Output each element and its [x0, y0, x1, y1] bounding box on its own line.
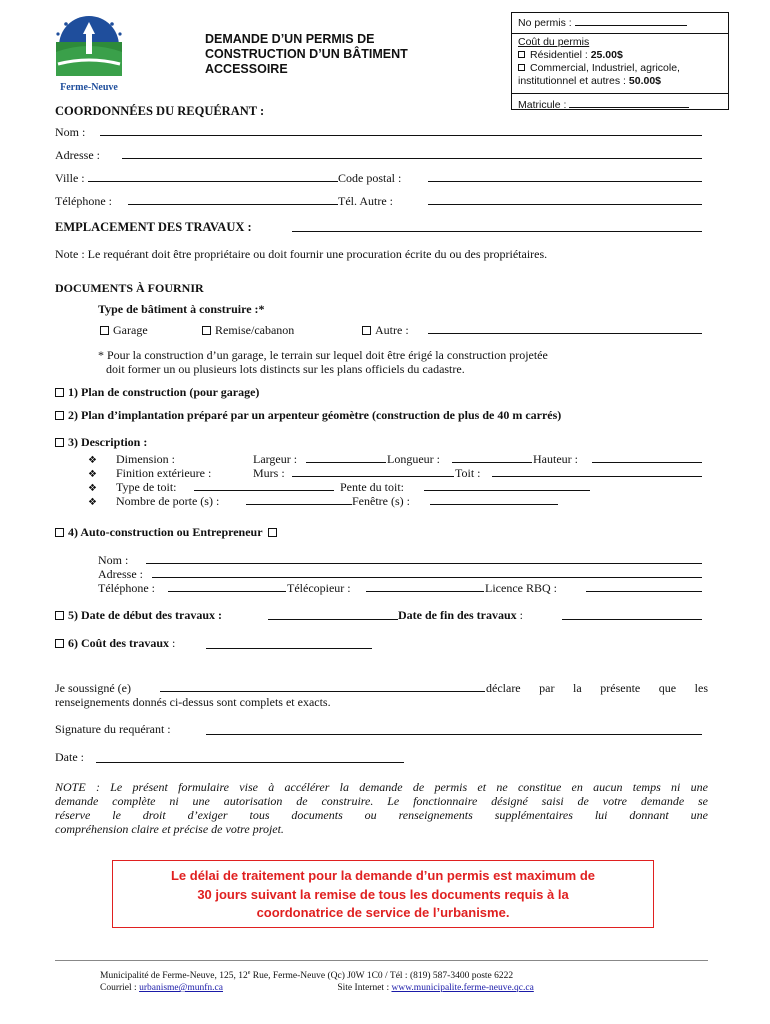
autre-checkbox[interactable] — [362, 326, 371, 335]
footnote-line-2: doit former un ou plusieurs lots distincts sur les plans officiels du cadastre. — [106, 362, 465, 376]
entrepreneur-adresse-label: Adresse : — [98, 567, 143, 581]
hauteur-label: Hauteur : — [533, 452, 578, 466]
site-link[interactable]: www.municipalite.ferme-neuve.qc.ca — [391, 983, 534, 994]
remise-option[interactable] — [202, 323, 294, 338]
residentiel-checkbox[interactable] — [518, 51, 525, 58]
garage-label: Garage — [113, 323, 148, 337]
type-toit-label: Type de toit: — [116, 480, 177, 494]
matricule-field[interactable] — [569, 98, 689, 108]
item-2-checkbox[interactable] — [55, 411, 64, 420]
date-label: Date : — [55, 750, 84, 764]
item-5-label: 5) Date de début des travaux : — [68, 608, 222, 622]
tel-autre-field[interactable] — [428, 204, 702, 205]
courriel-link[interactable]: urbanisme@munfn.ca — [139, 983, 223, 994]
item-4-label: 4) Auto-construction ou Entrepreneur — [68, 525, 263, 539]
longueur-label: Longueur : — [387, 452, 440, 466]
garage-option[interactable] — [100, 323, 148, 338]
murs-label: Murs : — [253, 466, 285, 480]
cout-permis-title: Coût du permis — [518, 36, 590, 48]
item-4-checkbox[interactable] — [55, 528, 64, 537]
processing-delay-notice — [112, 860, 654, 928]
telephone-label: Téléphone : — [55, 194, 112, 208]
footer-address — [100, 967, 700, 982]
footer-address-sup: e — [247, 970, 251, 976]
licence-label: Licence RBQ : — [485, 581, 557, 595]
no-permis-field[interactable] — [575, 16, 687, 26]
date-fin-label: Date de fin des travaux — [398, 608, 517, 622]
item-1-label: 1) Plan de construction (pour garage) — [68, 385, 260, 399]
licence-field[interactable] — [586, 591, 702, 592]
documents-heading: DOCUMENTS À FOURNIR — [55, 281, 204, 295]
item-1[interactable] — [55, 385, 259, 400]
ville-label: Ville : — [55, 171, 85, 185]
garage-checkbox[interactable] — [100, 326, 109, 335]
autre-label: Autre : — [375, 323, 409, 337]
nombre-porte-label: Nombre de porte (s) : — [116, 494, 220, 508]
soussigne-name-field[interactable] — [160, 691, 485, 692]
entrepreneur-adresse-field[interactable] — [152, 577, 702, 578]
item-5[interactable] — [55, 608, 222, 623]
declaration-line-2: renseignements donnés ci-dessus sont complets et exacts. — [55, 695, 331, 709]
title-line-2: CONSTRUCTION D’UN BÂTIMENT — [205, 47, 408, 61]
item-3-checkbox[interactable] — [55, 438, 64, 447]
item-3[interactable] — [55, 435, 147, 450]
type-batiment-heading: Type de bâtiment à construire :* — [98, 302, 265, 316]
logo-name: Ferme-Neuve — [60, 82, 118, 93]
garage-footnote — [98, 348, 548, 376]
note-line-4: compréhension claire et précise de votre projet. — [55, 822, 284, 836]
bullet-diamond-icon: ❖ — [88, 497, 97, 508]
item-4[interactable] — [55, 525, 281, 540]
item-2-label: 2) Plan d’implantation préparé par un arpenteur géomètre (construction de plus de 40 m carrés) — [68, 408, 562, 422]
courriel-label: Courriel : — [100, 983, 140, 994]
date-field[interactable] — [96, 762, 404, 763]
declare-text: déclare par la présente que les — [486, 681, 708, 695]
no-permis-label: No permis : — [518, 17, 572, 29]
commercial-checkbox[interactable] — [518, 64, 525, 71]
residentiel-price: 25.00$ — [590, 49, 623, 61]
finition-label: Finition extérieure : — [116, 466, 212, 480]
desc-dimension-row — [88, 452, 175, 467]
remise-checkbox[interactable] — [202, 326, 211, 335]
adresse-label: Adresse : — [55, 148, 100, 162]
telephone-field[interactable] — [128, 204, 338, 205]
toit-label: Toit : — [455, 466, 481, 480]
bullet-diamond-icon: ❖ — [88, 469, 97, 480]
date-fin-colon: : — [516, 608, 524, 622]
telecopieur-field[interactable] — [366, 591, 484, 592]
matricule-label: Matricule : — [518, 99, 567, 111]
signature-label: Signature du requérant : — [55, 722, 171, 736]
title-line-3: ACCESSOIRE — [205, 62, 288, 76]
item-2[interactable] — [55, 408, 561, 423]
notice-line-2: 30 jours suivant la remise de tous les documents requis à la — [197, 886, 569, 902]
date-fin-field[interactable] — [562, 619, 702, 620]
footer-address-a: Municipalité de Ferme-Neuve, 125, 12 — [100, 971, 248, 982]
type-toit-field[interactable] — [194, 490, 334, 491]
item-6[interactable] — [55, 636, 175, 651]
code-postal-label: Code postal : — [338, 171, 402, 185]
toit-field[interactable] — [492, 476, 702, 477]
code-postal-field[interactable] — [428, 181, 702, 182]
item-3-label: 3) Description : — [68, 435, 148, 449]
item-6-checkbox[interactable] — [55, 639, 64, 648]
murs-field[interactable] — [292, 476, 454, 477]
date-debut-field[interactable] — [268, 619, 398, 620]
telecopieur-label: Télécopieur : — [287, 581, 351, 595]
coordonnees-heading: COORDONNÉES DU REQUÉRANT : — [55, 104, 265, 118]
logo-emblem-icon — [48, 12, 130, 78]
bullet-diamond-icon: ❖ — [88, 455, 97, 466]
page-title — [205, 32, 408, 77]
bullet-diamond-icon: ❖ — [88, 483, 97, 494]
largeur-label: Largeur : — [253, 452, 298, 466]
emplacement-note: Note : Le requérant doit être propriétaire ou doit fournir une procuration écrite du ou des propriétaires. — [55, 247, 548, 261]
commercial-label-2: institutionnel et autres : — [518, 75, 629, 87]
item-1-checkbox[interactable] — [55, 388, 64, 397]
note-line-2: demande complète ni une autorisation de construire. Le fonctionnaire désigné saisi de votre demande se — [55, 794, 708, 808]
emplacement-field[interactable] — [292, 231, 702, 232]
footer — [100, 967, 700, 994]
entrepreneur-checkbox[interactable] — [268, 528, 277, 537]
municipality-logo — [48, 12, 130, 92]
note-line-3: réserve le droit d’exiger tous documents ou renseignements supplémentaires lui donnant une — [55, 808, 708, 822]
nom-label: Nom : — [55, 125, 86, 139]
residentiel-label: Résidentiel : — [530, 49, 591, 61]
site-label: Site Internet : — [337, 983, 392, 994]
footnote-line-1: * Pour la construction d’un garage, le terrain sur lequel doit être érigé la construction projetée — [98, 348, 548, 362]
longueur-field[interactable] — [452, 462, 532, 463]
remise-label: Remise/cabanon — [215, 323, 295, 337]
desc-porte-row — [88, 494, 219, 509]
largeur-field[interactable] — [306, 462, 386, 463]
nom-field[interactable] — [100, 135, 702, 136]
autre-field[interactable] — [428, 333, 702, 334]
fenetre-field[interactable] — [430, 504, 558, 505]
cout-travaux-field[interactable] — [206, 648, 372, 649]
commercial-label: Commercial, Industriel, agricole, — [530, 62, 680, 74]
date-fin-row — [398, 608, 523, 623]
item-6-colon: : — [169, 636, 176, 650]
je-soussigne-label: Je soussigné (e) — [55, 681, 131, 695]
footer-contacts — [100, 982, 700, 994]
footer-address-b: Rue, Ferme-Neuve (Qc) J0W 1C0 / Tél : (819) 587-3400 poste 6222 — [250, 971, 514, 982]
notice-line-3: coordonatrice de service de l’urbanisme. — [256, 905, 510, 920]
nombre-porte-field[interactable] — [246, 504, 352, 505]
signature-field[interactable] — [206, 734, 702, 735]
fenetre-label: Fenêtre (s) : — [352, 494, 410, 508]
commercial-price: 50.00$ — [628, 75, 662, 87]
emplacement-heading: EMPLACEMENT DES TRAVAUX : — [55, 220, 252, 234]
nom-row — [55, 125, 85, 140]
desc-finition-row — [88, 466, 211, 481]
entrepreneur-nom-label: Nom : — [98, 553, 129, 567]
entrepreneur-telephone-field[interactable] — [168, 591, 286, 592]
form-note — [55, 780, 708, 836]
footer-divider — [55, 960, 708, 961]
adresse-field[interactable] — [122, 158, 702, 159]
autre-option[interactable] — [362, 323, 409, 338]
entrepreneur-telephone-label: Téléphone : — [98, 581, 155, 595]
entrepreneur-nom-field[interactable] — [146, 563, 702, 564]
pente-field[interactable] — [424, 490, 590, 491]
item-5-checkbox[interactable] — [55, 611, 64, 620]
note-line-1: NOTE : Le présent formulaire vise à accélérer la demande de permis et ne constitue en aucun temps ni une — [55, 780, 708, 794]
ville-row — [55, 171, 85, 186]
telephone-row — [55, 194, 112, 209]
dimension-label: Dimension : — [116, 452, 175, 466]
pente-label: Pente du toit: — [340, 480, 404, 494]
title-line-1: DEMANDE D’UN PERMIS DE — [205, 32, 375, 46]
tel-autre-label: Tél. Autre : — [338, 194, 393, 208]
notice-line-1: Le délai de traitement pour la demande d’un permis est maximum de — [170, 868, 596, 883]
permit-info-box — [511, 12, 729, 110]
hauteur-field[interactable] — [592, 462, 702, 463]
ville-field[interactable] — [88, 181, 338, 182]
item-6-label: 6) Coût des travaux — [68, 636, 169, 650]
adresse-row — [55, 148, 100, 163]
desc-type-toit-row — [88, 480, 176, 495]
